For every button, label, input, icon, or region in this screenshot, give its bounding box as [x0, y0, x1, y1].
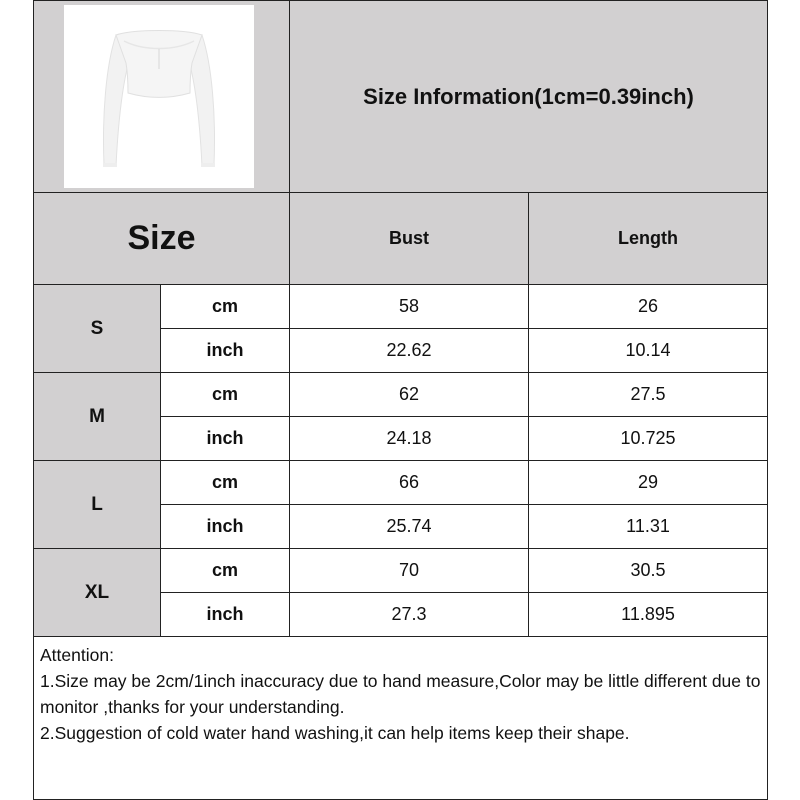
attention-line-2: 2.Suggestion of cold water hand washing,it can help items keep their shape.	[40, 723, 630, 743]
l-bust-inch: 25.74	[289, 504, 529, 549]
m-bust-cm: 62	[289, 372, 529, 417]
s-bust-inch: 22.62	[289, 328, 529, 373]
attention-line-1: 1.Size may be 2cm/1inch inaccuracy due to hand measure,Color may be little different due to monitor ,thanks for your understanding.	[40, 671, 766, 717]
s-length-inch: 10.14	[528, 328, 768, 373]
unit-inch: inch	[160, 416, 290, 461]
attention-notes	[33, 636, 768, 800]
unit-cm: cm	[160, 284, 290, 329]
m-length-cm: 27.5	[528, 372, 768, 417]
unit-inch: inch	[160, 592, 290, 637]
bust-column-header: Bust	[289, 192, 529, 285]
l-length-cm: 29	[528, 460, 768, 505]
size-chart	[33, 0, 768, 800]
m-length-inch: 10.725	[528, 416, 768, 461]
length-column-header: Length	[528, 192, 768, 285]
size-label-s: S	[33, 284, 161, 373]
product-image	[64, 5, 254, 188]
xl-bust-cm: 70	[289, 548, 529, 593]
s-length-cm: 26	[528, 284, 768, 329]
image-cell	[33, 0, 290, 193]
size-label-xl: XL	[33, 548, 161, 637]
xl-bust-inch: 27.3	[289, 592, 529, 637]
xl-length-inch: 11.895	[528, 592, 768, 637]
crop-top-illustration	[64, 5, 254, 188]
attention-heading: Attention:	[40, 645, 114, 665]
chart-title: Size Information(1cm=0.39inch)	[289, 0, 768, 193]
l-bust-cm: 66	[289, 460, 529, 505]
s-bust-cm: 58	[289, 284, 529, 329]
unit-cm: cm	[160, 372, 290, 417]
m-bust-inch: 24.18	[289, 416, 529, 461]
unit-cm: cm	[160, 548, 290, 593]
xl-length-cm: 30.5	[528, 548, 768, 593]
size-column-header: Size	[33, 192, 290, 285]
size-label-m: M	[33, 372, 161, 461]
size-label-l: L	[33, 460, 161, 549]
unit-inch: inch	[160, 328, 290, 373]
unit-cm: cm	[160, 460, 290, 505]
l-length-inch: 11.31	[528, 504, 768, 549]
unit-inch: inch	[160, 504, 290, 549]
